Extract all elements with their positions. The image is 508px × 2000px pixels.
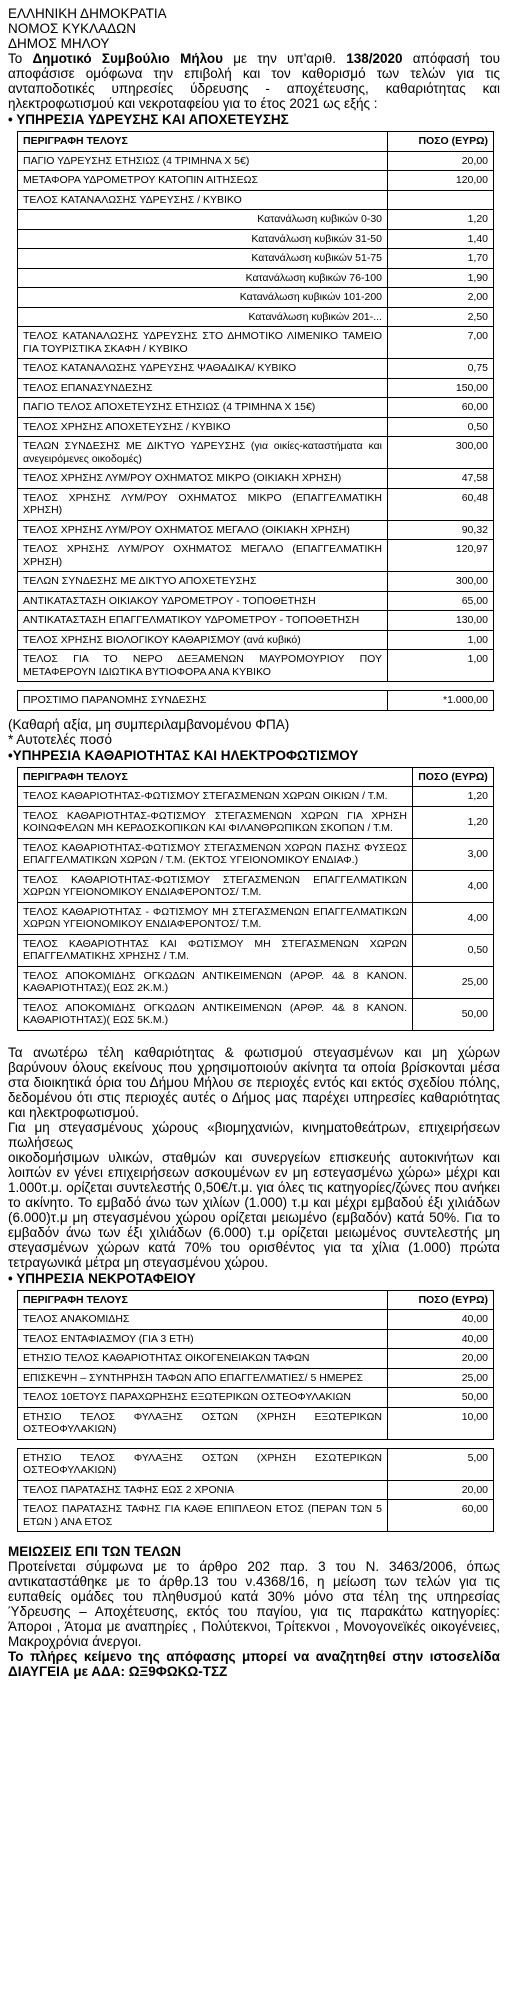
fee-amount: 10,00 [388, 1407, 494, 1439]
fee-description: ΤΕΛΟΣ ΚΑΤΑΝΑΛΩΣΗΣ ΥΔΡΕΥΣΗΣ ΣΤΟ ΔΗΜΟΤΙΚΟ ΛΙΜΕΝΙΚΟ ΤΑΜΕΙΟ ΓΙΑ ΤΟΥΡΙΣΤΙΚΑ ΣΚΑΦΗ / ΚΥΒΙΚΟ [18, 327, 388, 359]
fee-amount: 60,00 [388, 398, 494, 418]
fee-description [18, 682, 388, 691]
table-row [18, 437, 494, 469]
table-row [18, 151, 494, 171]
fee-amount: 20,00 [388, 1349, 494, 1369]
intro-post: απόφασή του αποφάσισε ομόφωνα την επιβολή και τον καθορισμό των τελών για τις ανταποδοτικές υπηρεσίες ύδρευσης - αποχέτευσης, καθαριότητας και ηλεκτροφωτισμού και νεκροταφείου για το έτος 2021 ως εξής : [8, 51, 500, 111]
fee-amount: 5,00 [388, 1448, 494, 1480]
fee-description: ΤΕΛΟΣ ΑΠΟΚΟΜΙΔΗΣ ΟΓΚΩΔΩΝ ΑΝΤΙΚΕΙΜΕΝΩΝ (ΑΡΘΡ. 4& 8 ΚΑΝΟΝ. ΚΑΘΑΡΙΟΤΗΤΑΣ)( ΕΩΣ 2Κ.Μ.) [18, 966, 413, 998]
fee-description: ΤΕΛΟΣ ΚΑΘΑΡΙΟΤΗΤΑΣ-ΦΩΤΙΣΜΟΥ ΣΤΕΓΑΣΜΕΝΩΝ ΧΩΡΩΝ ΟΙΚΙΩΝ / Τ.Μ. [18, 787, 413, 807]
fee-description: ΤΕΛΩΝ ΣΥΝΔΕΣΗΣ ΜΕ ΔΙΚΤΥΟ ΥΔΡΕΥΣΗΣ (για οικίες-καταστήματα και ανεγειρόμενες οικοδομές) [18, 437, 388, 469]
table-row [18, 540, 494, 572]
document-page [8, 0, 500, 1679]
fee-amount: 1,20 [388, 210, 494, 230]
fee-description: ΕΤΗΣΙΟ ΤΕΛΟΣ ΚΑΘΑΡΙΟΤΗΤΑΣ ΟΙΚΟΓΕΝΕΙΑΚΩΝ ΤΑΦΩΝ [18, 1349, 388, 1369]
col-amount: ΠΟΣΟ (ΕΥΡΩ) [388, 1290, 494, 1310]
net-value-note: (Καθαρή αξία, μη συμπεριλαμβανομένου ΦΠΑ) [8, 716, 290, 732]
table-row [18, 488, 494, 520]
table-row [18, 307, 494, 327]
cleaning-fees-table [17, 767, 494, 1031]
table-row [18, 787, 494, 807]
fee-description: ΤΕΛΟΣ ΕΠΑΝΑΣΥΝΔΕΣΗΣ [18, 378, 388, 398]
fee-description: ΤΕΛΟΣ ΑΠΟΚΟΜΙΔΗΣ ΟΓΚΩΔΩΝ ΑΝΤΙΚΕΙΜΕΝΩΝ (ΑΡΘΡ. 4& 8 ΚΑΝΟΝ. ΚΑΘΑΡΙΟΤΗΤΑΣ)( ΕΩΣ 5Κ.Μ.) [18, 998, 413, 1030]
fee-amount: 40,00 [388, 1329, 494, 1349]
fee-amount: 0,75 [388, 359, 494, 379]
fee-description: Κατανάλωση κυβικών 76-100 [18, 268, 388, 288]
fee-amount: 1,00 [388, 650, 494, 682]
fee-amount: 40,00 [388, 1310, 494, 1330]
table-row [18, 520, 494, 540]
fee-amount [388, 1439, 494, 1448]
table-row [18, 1500, 494, 1532]
fee-description: ΤΕΛΟΣ ΚΑΤΑΝΑΛΩΣΗΣ ΥΔΡΕΥΣΗΣ ΨΑΘΑΔΙΚΑ/ ΚΥΒΙΚΟ [18, 359, 388, 379]
fee-description: ΕΤΗΣΙΟ ΤΕΛΟΣ ΦΥΛΑΞΗΣ ΟΣΤΩΝ (ΧΡΗΣΗ ΕΣΩΤΕΡΙΚΩΝ ΟΣΤΕΟΦΥΛΑΚΙΩΝ) [18, 1448, 388, 1480]
intro-mid: με την υπ'αριθ. [223, 51, 347, 66]
table-row [18, 398, 494, 418]
issuer-header [8, 6, 500, 51]
table-row [18, 870, 494, 902]
fee-amount [388, 682, 494, 691]
table-row [18, 229, 494, 249]
table-row [18, 630, 494, 650]
reductions-title: ΜΕΙΩΣΕΙΣ ΕΠΙ ΤΩΝ ΤΕΛΩΝ [8, 1544, 181, 1559]
fee-amount: 120,00 [388, 171, 494, 191]
fee-amount: 25,00 [413, 966, 494, 998]
col-description: ΠΕΡΙΓΡΑΦΗ ΤΕΛΟΥΣ [18, 1290, 388, 1310]
table-row [18, 1329, 494, 1349]
table-row [18, 934, 494, 966]
cleaning-paragraph-3: οικοδομήσιμων υλικών, σταθμών και συνεργείων επισκευής αυτοκινήτων και λοιπών εν γένει επιχειρήσεων ασκουμένων εν μη εστεγασμένω χώρω» μέχρι και 1.000τ.μ. ορίζεται συντελεστής 0,50€/τ.μ. για όλες τις κατηγορίες/ζώνες που ανήκει το ακίνητο. Το εμβαδό άνω των χιλίων (1.000) τ.μ και μέχρι εμβαδού έξι χιλιάδων (6.000)τ.μ μη στεγασμένου χώρου ορίζεται μειωμένο (εμβαδόν) κατά 50%. Για το εμβαδόν άνω των έξι χιλιάδων (6.000) τ.μ ορίζεται μειωμένος συντελεστής μη στεγασμένων χώρων κατά 70% του ορισθέντος για τα χίλια (1.000) πρώτα τετραγωνικά μέτρα μη στεγασμένου χώρου. [8, 1149, 500, 1270]
reductions-text: Προτείνεται σύμφωνα με το άρθρο 202 παρ. 3 του Ν. 3463/2006, όπως αντικαταστάθηκε με το άρθρ.13 του ν.4368/16, η μείωση των τελών για τις ευπαθείς ομάδες του πληθυσμού κατά 30% μόνο στα τέλη της υπηρεσίας Ύδρευσης – Αποχέτευσης, εκτός του παγίου, για τις παρακάτω κατηγορίες: Άποροι , Άτομα με αναπηρίες , Πολύτεκνοι, Τρίτεκνοι , Μονογονεϊκές οικογένειες, Μακροχρόνια άνεργοι. [8, 1559, 500, 1649]
table-row [18, 190, 494, 210]
fee-description: ΤΕΛΟΣ ΚΑΤΑΝΑΛΩΣΗΣ ΥΔΡΕΥΣΗΣ / ΚΥΒΙΚΟ [18, 190, 388, 210]
fee-amount: 0,50 [388, 417, 494, 437]
fee-amount: 1,20 [413, 787, 494, 807]
table-row [18, 1448, 494, 1480]
fee-description: ΤΕΛΟΣ ΧΡΗΣΗΣ ΛΥΜ/ΡΟΥ ΟΧΗΜΑΤΟΣ ΜΙΚΡΟ (ΟΙΚΙΑΚΗ ΧΡΗΣΗ) [18, 469, 388, 489]
fee-description: ΑΝΤΙΚΑΤΑΣΤΑΣΗ ΟΙΚΙΑΚΟΥ ΥΔΡΟΜΕΤΡΟΥ - ΤΟΠΟΘΕΤΗΣΗ [18, 591, 388, 611]
fee-amount: 0,50 [413, 934, 494, 966]
fee-amount: 90,32 [388, 520, 494, 540]
fee-amount: 4,00 [413, 902, 494, 934]
table-row [18, 469, 494, 489]
section-title-water: • ΥΠΗΡΕΣΙΑ ΥΔΡΕΥΣΗΣ ΚΑΙ ΑΠΟΧΕΤΕΥΣΗΣ [8, 112, 289, 127]
fee-description: ΤΕΛΟΣ ΚΑΘΑΡΙΟΤΗΤΑΣ ΚΑΙ ΦΩΤΙΣΜΟΥ ΜΗ ΣΤΕΓΑΣΜΕΝΩΝ ΧΩΡΩΝ ΕΠΑΓΓΕΛΜΑΤΙΚΗΣ ΧΡΗΣΗΣ / Τ.Μ. [18, 934, 413, 966]
fee-amount: 20,00 [388, 151, 494, 171]
fee-description: ΤΕΛΟΣ ΧΡΗΣΗΣ ΛΥΜ/ΡΟΥ ΟΧΗΜΑΤΟΣ ΜΕΓΑΛΟ (ΟΙΚΙΑΚΗ ΧΡΗΣΗ) [18, 520, 388, 540]
fee-amount: 300,00 [388, 437, 494, 469]
fee-description: ΜΕΤΑΦΟΡΑ ΥΔΡΟΜΕΤΡΟΥ ΚΑΤΟΠΙΝ ΑΙΤΗΣΕΩΣ [18, 171, 388, 191]
fee-amount: *1.000,00 [388, 691, 494, 711]
cleaning-paragraph-2: Για μη στεγασμένους χώρους «βιομηχανιών, κινηματοθεάτρων, επιχειρήσεων πωλήσεως [8, 1119, 500, 1150]
fee-amount: 7,00 [388, 327, 494, 359]
fee-amount: 1,00 [388, 630, 494, 650]
fee-description: ΤΕΛΟΣ ΚΑΘΑΡΙΟΤΗΤΑΣ-ΦΩΤΙΣΜΟΥ ΣΤΕΓΑΣΜΕΝΩΝ ΧΩΡΩΝ ΠΑΣΗΣ ΦΥΣΕΩΣ ΕΠΑΓΓΕΛΜΑΤΙΚΩΝ ΧΩΡΩΝ / Τ.Μ. (ΕΚΤΟΣ ΥΓΕΙΟΝΟΜΙΚΟΥ ΕΝΔΙΑΦ.) [18, 838, 413, 870]
fee-description: ΤΕΛΟΣ ΧΡΗΣΗΣ ΛΥΜ/ΡΟΥ ΟΧΗΜΑΤΟΣ ΜΕΓΑΛΟ (ΕΠΑΓΓΕΛΜΑΤΙΚΗ ΧΡΗΣΗ) [18, 540, 388, 572]
header-line: ΔΗΜΟΣ ΜΗΛΟΥ [8, 36, 110, 51]
fee-amount: 50,00 [388, 1388, 494, 1408]
fee-description: ΠΑΓΙΟ ΥΔΡΕΥΣΗΣ ΕΤΗΣΙΩΣ (4 ΤΡΙΜΗΝΑ Χ 5€) [18, 151, 388, 171]
fee-description: ΤΕΛΩΝ ΣΥΝΔΕΣΗΣ ΜΕ ΔΙΚΤΥΟ ΑΠΟΧΕΤΕΥΣΗΣ [18, 572, 388, 592]
fee-description: ΤΕΛΟΣ ΠΑΡΑΤΑΣΗΣ ΤΑΦΗΣ ΕΩΣ 2 ΧΡΟΝΙΑ [18, 1480, 388, 1500]
fee-description: ΕΠΙΣΚΕΨΗ – ΣΥΝΤΗΡΗΣΗ ΤΑΦΩΝ ΑΠΟ ΕΠΑΓΓΕΛΜΑΤΙΕΣ/ 5 ΗΜΕΡΕΣ [18, 1368, 388, 1388]
col-amount: ΠΟΣΟ (ΕΥΡΩ) [413, 767, 494, 787]
fee-amount: 60,48 [388, 488, 494, 520]
fee-amount: 1,70 [388, 249, 494, 269]
fee-description: ΤΕΛΟΣ ΕΝΤΑΦΙΑΣΜΟΥ (ΓΙΑ 3 ΕΤΗ) [18, 1329, 388, 1349]
fee-amount: 47,58 [388, 469, 494, 489]
col-amount: ΠΟΣΟ (ΕΥΡΩ) [388, 132, 494, 152]
fee-amount: 65,00 [388, 591, 494, 611]
fee-amount: 2,00 [388, 288, 494, 308]
cleaning-paragraph-1: Τα ανωτέρω τέλη καθαριότητας & φωτισμού στεγασμένων και μη χώρων βαρύνουν όλους εκείνους που χρησιμοποιούν ακίνητα τα οποία βρίσκονται μέσα στα διοικητικά όρια του Δήμου Μήλου σε περιοχές εντός και εκτός σχεδίου πόλης, δεδομένου ότι στις περιοχές αυτές ο Δήμος μας παρέχει υπηρεσίες καθαριότητας και ηλεκτροφωτισμού. [8, 1044, 500, 1120]
fee-description: ΤΕΛΟΣ ΚΑΘΑΡΙΟΤΗΤΑΣ-ΦΩΤΙΣΜΟΥ ΣΤΕΓΑΣΜΕΝΩΝ ΧΩΡΩΝ ΓΙΑ ΧΡΗΣΗ ΚΟΙΝΩΦΕΛΩΝ ΜΗ ΚΕΡΔΟΣΚΟΠΙΚΩΝ ΚΑΙ ΦΙΛΑΝΘΡΩΠΙΚΩΝ ΣΚΟΠΩΝ / Τ.Μ. [18, 806, 413, 838]
fee-amount: 50,00 [413, 998, 494, 1030]
fee-amount: 2,50 [388, 307, 494, 327]
fee-description: ΤΕΛΟΣ ΚΑΘΑΡΙΟΤΗΤΑΣ-ΦΩΤΙΣΜΟΥ ΣΤΕΓΑΣΜΕΝΩΝ ΕΠΑΓΓΕΛΜΑΤΙΚΩΝ ΧΩΡΩΝ ΥΓΕΙΟΝΟΜΙΚΟΥ ΕΝΔΙΑΦΕΡΟΝΤΟΣ/ Τ.Μ. [18, 870, 413, 902]
table-row [18, 806, 494, 838]
table-header-row [18, 132, 494, 152]
fee-description: ΠΑΓΙΟ ΤΕΛΟΣ ΑΠΟΧΕΤΕΥΣΗΣ ΕΤΗΣΙΩΣ (4 ΤΡΙΜΗΝΑ Χ 15€) [18, 398, 388, 418]
section-title-cleaning: •ΥΠΗΡΕΣΙΑ ΚΑΘΑΡΙΟΤΗΤΑΣ ΚΑΙ ΗΛΕΚΤΡΟΦΩΤΙΣΜΟΥ [8, 747, 359, 763]
table-header-row [18, 1290, 494, 1310]
fee-description [18, 1439, 388, 1448]
table-row [18, 1368, 494, 1388]
standalone-note: * Αυτοτελές ποσό [8, 731, 112, 747]
fee-description: ΤΕΛΟΣ ΧΡΗΣΗΣ ΑΠΟΧΕΤΕΥΣΗΣ / ΚΥΒΙΚΟ [18, 417, 388, 437]
header-line: ΝΟΜΟΣ ΚΥΚΛΑΔΩΝ [8, 21, 136, 36]
fee-description: Κατανάλωση κυβικών 0-30 [18, 210, 388, 230]
fee-description: Κατανάλωση κυβικών 101-200 [18, 288, 388, 308]
table-row [18, 268, 494, 288]
table-row [18, 998, 494, 1030]
full-text-reference: Το πλήρες κείμενο της απόφασης μπορεί να αναζητηθεί στην ιστοσελίδα ΔΙΑΥΓΕΙΑ με ΑΔΑ: ΩΞ9ΦΩΚΩ-ΤΣΖ [8, 1649, 500, 1679]
table-row [18, 838, 494, 870]
intro-pre: Το [8, 51, 33, 66]
table-row [18, 1310, 494, 1330]
fee-amount: 150,00 [388, 378, 494, 398]
fee-amount: 1,20 [413, 806, 494, 838]
fee-amount: 130,00 [388, 611, 494, 631]
fee-description: Κατανάλωση κυβικών 201-... [18, 307, 388, 327]
table-row [18, 650, 494, 682]
table-row [18, 966, 494, 998]
fee-description: ΤΕΛΟΣ ΚΑΘΑΡΙΟΤΗΤΑΣ - ΦΩΤΙΣΜΟΥ ΜΗ ΣΤΕΓΑΣΜΕΝΩΝ ΕΠΑΓΓΕΛΜΑΤΙΚΩΝ ΧΩΡΩΝ ΥΓΕΙΟΝΟΜΙΚΟΥ ΕΝΔΙΑΦΕΡΟΝΤΟΣ/ Τ.Μ. [18, 902, 413, 934]
council-name: Δημοτικό Συμβούλιο Μήλου [32, 51, 224, 66]
fee-description: ΤΕΛΟΣ ΧΡΗΣΗΣ ΛΥΜ/ΡΟΥ ΟΧΗΜΑΤΟΣ ΜΙΚΡΟ (ΕΠΑΓΓΕΛΜΑΤΙΚΗ ΧΡΗΣΗ) [18, 488, 388, 520]
table-header-row [18, 767, 494, 787]
fee-amount: 60,00 [388, 1500, 494, 1532]
table-row [18, 611, 494, 631]
fee-description: ΤΕΛΟΣ 10ΕΤΟΥΣ ΠΑΡΑΧΩΡΗΣΗΣ ΕΞΩΤΕΡΙΚΩΝ ΟΣΤΕΟΦΥΛΑΚΙΩΝ [18, 1388, 388, 1408]
fee-amount: 120,97 [388, 540, 494, 572]
col-description: ΠΕΡΙΓΡΑΦΗ ΤΕΛΟΥΣ [18, 767, 413, 787]
fee-amount: 1,40 [388, 229, 494, 249]
fee-description: ΤΕΛΟΣ ΑΝΑΚΟΜΙΔΗΣ [18, 1310, 388, 1330]
fee-amount: 25,00 [388, 1368, 494, 1388]
fee-amount: 20,00 [388, 1480, 494, 1500]
fee-amount: 300,00 [388, 572, 494, 592]
table-row [18, 691, 494, 711]
fee-description: Κατανάλωση κυβικών 51-75 [18, 249, 388, 269]
table-row [18, 378, 494, 398]
table-row [18, 1480, 494, 1500]
fee-description: ΤΕΛΟΣ ΧΡΗΣΗΣ ΒΙΟΛΟΓΙΚΟΥ ΚΑΘΑΡΙΣΜΟΥ (ανά κυβικό) [18, 630, 388, 650]
fee-description: ΤΕΛΟΣ ΠΑΡΑΤΑΣΗΣ ΤΑΦΗΣ ΓΙΑ ΚΑΘΕ ΕΠΙΠΛΕΟΝ ΕΤΟΣ (ΠΕΡΑΝ ΤΩΝ 5 ΕΤΩΝ ) ΑΝΑ ΕΤΟΣ [18, 1500, 388, 1532]
table-row [18, 902, 494, 934]
fee-amount: 1,90 [388, 268, 494, 288]
table-row [18, 572, 494, 592]
table-row [18, 682, 494, 691]
cemetery-fees-table [17, 1290, 494, 1533]
fee-amount: 4,00 [413, 870, 494, 902]
table-row [18, 249, 494, 269]
section-title-cemetery: • ΥΠΗΡΕΣΙΑ ΝΕΚΡΟΤΑΦΕΙΟΥ [8, 1270, 196, 1286]
table-row [18, 417, 494, 437]
fee-description: ΕΤΗΣΙΟ ΤΕΛΟΣ ΦΥΛΑΞΗΣ ΟΣΤΩΝ (ΧΡΗΣΗ ΕΞΩΤΕΡΙΚΩΝ ΟΣΤΕΟΦΥΛΑΚΙΩΝ) [18, 1407, 388, 1439]
fee-description: ΠΡΟΣΤΙΜΟ ΠΑΡΑΝΟΜΗΣ ΣΥΝΔΕΣΗΣ [18, 691, 388, 711]
fee-amount: 3,00 [413, 838, 494, 870]
fee-description: ΑΝΤΙΚΑΤΑΣΤΑΣΗ ΕΠΑΓΓΕΛΜΑΤΙΚΟΥ ΥΔΡΟΜΕΤΡΟΥ - ΤΟΠΟΘΕΤΗΣΗ [18, 611, 388, 631]
header-line: ΕΛΛΗΝΙΚΗ ΔΗΜΟΚΡΑΤΙΑ [8, 6, 167, 21]
water-fees-table [17, 131, 494, 711]
fee-description: Κατανάλωση κυβικών 31-50 [18, 229, 388, 249]
intro-paragraph [8, 51, 500, 111]
table-row [18, 210, 494, 230]
table-row [18, 359, 494, 379]
table-row [18, 1349, 494, 1369]
table-row [18, 288, 494, 308]
fee-amount [388, 190, 494, 210]
table-row [18, 1439, 494, 1448]
fee-description: ΤΕΛΟΣ ΓΙΑ ΤΟ ΝΕΡΟ ΔΕΞΑΜΕΝΩΝ ΜΑΥΡΟΜΟΥΡΙΟΥ ΠΟΥ ΜΕΤΑΦΕΡΟΥΝ ΙΔΙΩΤΙΚΑ ΒΥΤΙΟΦΟΡΑ ΑΝΑ ΚΥΒΙΚΟ [18, 650, 388, 682]
table-row [18, 327, 494, 359]
table-row [18, 591, 494, 611]
table-row [18, 1388, 494, 1408]
table-row [18, 1407, 494, 1439]
table-row [18, 171, 494, 191]
col-description: ΠΕΡΙΓΡΑΦΗ ΤΕΛΟΥΣ [18, 132, 388, 152]
decision-number: 138/2020 [346, 51, 403, 66]
